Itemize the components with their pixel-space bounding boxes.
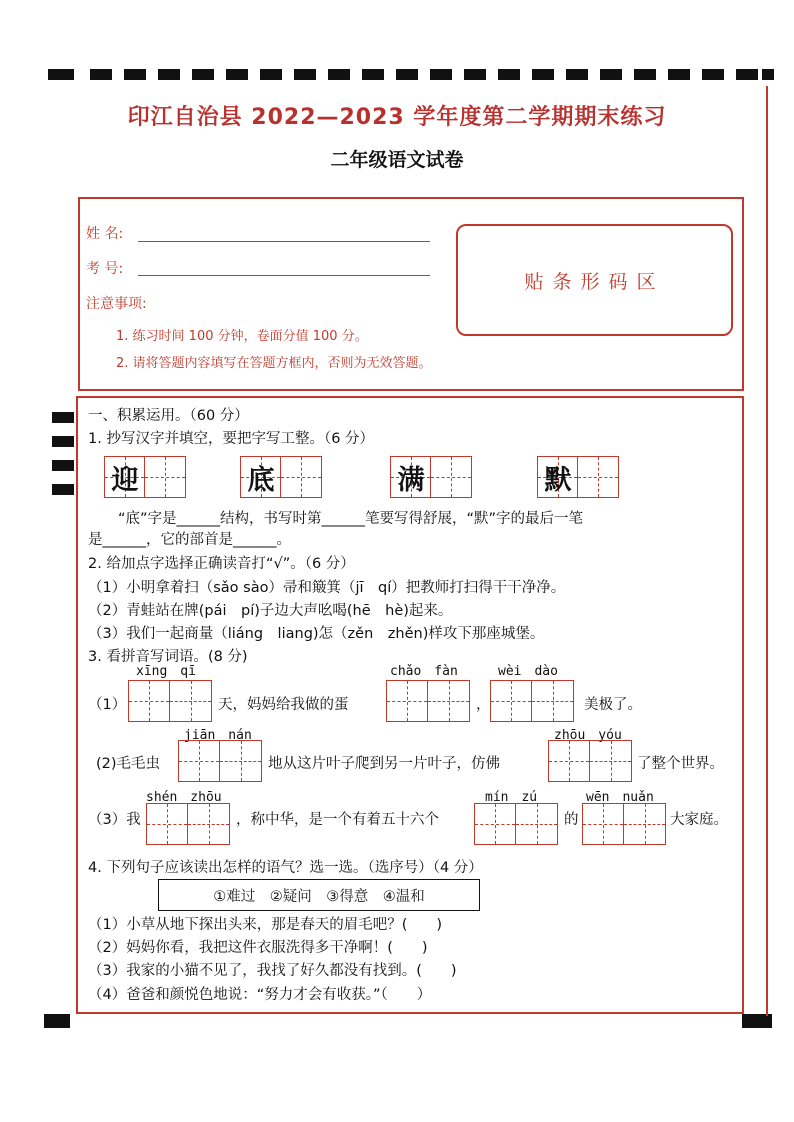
answer-grid-chaofan[interactable] [386,680,470,722]
pinyin-chaofan: chǎo fàn [390,664,458,679]
copy-grid-ying[interactable] [104,456,186,498]
answer-grid-shenzhou[interactable] [146,803,230,845]
pinyin-zhouyou: zhōu yóu [554,728,622,743]
q3-line1-num: （1） [88,697,127,713]
timing-mark [668,69,690,80]
q3-line3-num: （3）我 [88,812,141,828]
model-char: 满 [397,464,425,496]
timing-mark [566,69,588,80]
q4-item[interactable]: （4）爸爸和颜悦色地说：“努力才会有收获。”（ ） [88,987,432,1003]
q3-line2-text: 了整个世界。 [637,756,724,772]
pinyin-minzu: mín zú [485,790,538,805]
barcode-area: 贴条形码区 [456,224,733,336]
timing-mark [48,69,74,80]
q3-line2-num: (2)毛毛虫 [96,756,161,772]
timing-mark [532,69,554,80]
q3-prompt: 3. 看拼音写词语。(8 分) [88,649,248,665]
note-item: 2. 请将答题内容填写在答题方框内，否则为无效答题。 [116,356,432,371]
q3-line2-text: 地从这片叶子爬到另一片叶子，仿佛 [268,756,500,772]
timing-mark [294,69,316,80]
timing-mark [742,1014,772,1028]
q2-item[interactable]: （3）我们一起商量（liáng liang)怎（zěn zhěn)样攻下那座城堡。 [88,626,545,642]
timing-mark [124,69,146,80]
q2-item[interactable]: （2）青蛙站在牌(pái pí)子边大声吆喝(hē hè)起来。 [88,603,453,619]
copy-grid-mo[interactable] [537,456,619,498]
timing-mark [702,69,724,80]
answer-grid-xingqi[interactable] [128,680,212,722]
timing-mark [600,69,622,80]
q4-options-box: ①难过 ②疑问 ③得意 ④温和 [158,879,480,911]
q4-prompt: 4. 下列句子应该读出怎样的语气？选一选。（选序号）（4 分） [88,860,483,876]
q2-item[interactable]: （1）小明拿着扫（sǎo sào）帚和簸箕（jī qí）把教师打扫得干干净净。 [88,580,566,596]
timing-mark [44,1014,70,1028]
timing-mark [464,69,486,80]
timing-mark [260,69,282,80]
timing-mark [158,69,180,80]
timing-mark [90,69,112,80]
q4-item[interactable]: （3）我家的小猫不见了，我找了好久都没有找到。( ) [88,963,457,979]
answer-grid-weidao[interactable] [490,680,574,722]
timing-mark [762,69,774,80]
q4-item[interactable]: （1）小草从地下探出头来，那是春天的眉毛吧？( ) [88,917,443,933]
q1-prompt: 1. 抄写汉字并填空，要把字写工整。（6 分） [88,431,375,447]
timing-mark [396,69,418,80]
pinyin-xingqi: xīng qī [136,664,196,679]
q3-line3-text: 的 [564,812,579,828]
section-heading: 一、积累运用。（60 分） [88,408,249,424]
model-char: 默 [544,464,572,496]
timing-mark [736,69,758,80]
q1-fill-line[interactable]: 是______，它的部首是______。 [88,532,291,548]
answer-grid-zhouyou[interactable] [548,740,632,782]
q3-line1-text: ， [476,697,491,713]
notes-label: 注意事项: [86,296,147,312]
model-char: 迎 [111,464,139,496]
timing-mark [498,69,520,80]
timing-mark [226,69,248,80]
timing-mark [52,412,74,423]
pinyin-jiannan: jiān nán [184,728,252,743]
answer-grid-jiannan[interactable] [178,740,262,782]
timing-mark [362,69,384,80]
answer-grid-minzu[interactable] [474,803,558,845]
timing-mark [52,460,74,471]
q3-line1-text: 美极了。 [584,697,642,713]
pinyin-shenzhou: shén zhōu [146,790,222,805]
name-label: 姓 名: [86,226,124,242]
timing-mark [430,69,452,80]
q2-prompt: 2. 给加点字选择正确读音打“√”。（6 分） [88,556,355,572]
q3-line1-text: 天，妈妈给我做的蛋 [218,697,349,713]
model-char: 底 [247,464,275,496]
exam-subtitle: 二年级语文试卷 [330,149,464,171]
pinyin-weidao: wèi dào [498,664,558,679]
pinyin-wennuan: wēn nuǎn [586,790,654,805]
timing-mark [328,69,350,80]
q3-line3-text: ，称中华，是一个有着五十六个 [236,812,439,828]
exam-title: 印江自治县 2022—2023 学年度第二学期期末练习 [127,105,667,130]
timing-mark [192,69,214,80]
copy-grid-man[interactable] [390,456,472,498]
timing-mark [52,484,74,495]
copy-grid-di[interactable] [240,456,322,498]
answer-grid-wennuan[interactable] [582,803,666,845]
timing-mark [52,436,74,447]
q4-item[interactable]: （2）妈妈你看，我把这件衣服洗得多干净啊！( ) [88,940,428,956]
note-item: 1. 练习时间 100 分钟，卷面分值 100 分。 [116,329,368,344]
id-field[interactable] [138,274,430,276]
q3-line3-text: 大家庭。 [670,812,728,828]
page-edge-line [766,86,768,1016]
q1-fill-line[interactable]: “底”字是______结构，书写时第______笔要写得舒展，“默”字的最后一笔 [118,511,584,527]
name-field[interactable] [138,240,430,242]
id-label: 考 号: [86,261,124,277]
timing-mark [634,69,656,80]
